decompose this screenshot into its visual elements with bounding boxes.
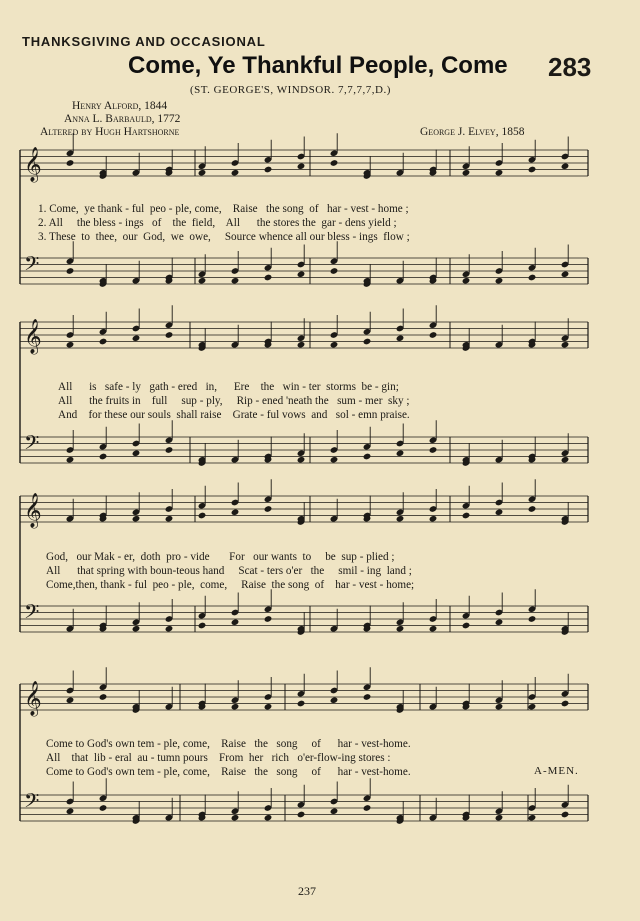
treble-clef-icon: 𝄞 xyxy=(24,493,42,528)
note-head xyxy=(165,331,174,339)
note-head xyxy=(66,159,75,167)
lyric-s2-v2: All the fruits in full sup - ply, Rip - ened 'neath the sum - mer sky ; xyxy=(58,395,410,407)
note-head xyxy=(99,804,108,812)
note-head xyxy=(297,162,306,170)
note-head xyxy=(330,267,339,275)
bass-clef-icon: 𝄢 xyxy=(24,252,40,280)
hymn-title: Come, Ye Thankful People, Come xyxy=(128,52,508,79)
note-head xyxy=(495,618,504,626)
note-head xyxy=(297,456,306,464)
treble-clef-icon: 𝄞 xyxy=(24,147,42,182)
lyric-s3-v2: All that spring with boun-teous hand Scat - ters o'er the smil - ing land ; xyxy=(46,565,412,577)
note-head xyxy=(330,696,339,704)
treble-clef-icon: 𝄞 xyxy=(24,319,42,354)
lyric-s4-v2: All that lib - eral au - tumn pours From her rich o'er-flow-ing stores : xyxy=(46,752,391,764)
note-head xyxy=(297,700,306,708)
note-head xyxy=(264,814,273,822)
note-head xyxy=(330,807,339,815)
note-head xyxy=(132,449,141,457)
note-head xyxy=(231,618,240,626)
hymn-number: 283 xyxy=(548,52,592,82)
note-head xyxy=(396,625,405,633)
note-head xyxy=(264,615,273,623)
note-head xyxy=(198,169,207,177)
note-head xyxy=(165,446,174,454)
note-head xyxy=(297,811,306,819)
note-head xyxy=(132,515,141,523)
note-head xyxy=(198,622,207,630)
author-credit-1: Henry Alford, 1844 xyxy=(72,100,168,112)
note-head xyxy=(330,456,339,464)
note-head xyxy=(462,512,471,520)
note-head xyxy=(462,277,471,285)
note-head xyxy=(99,338,108,346)
note-head xyxy=(462,622,471,630)
note-head xyxy=(231,169,240,177)
section-heading: THANKSGIVING AND OCCASIONAL xyxy=(22,34,266,49)
note-head xyxy=(495,508,504,516)
note-head xyxy=(528,274,537,282)
page-number: 237 xyxy=(298,884,316,898)
note-head xyxy=(264,703,273,711)
note-head xyxy=(66,456,75,464)
note-head xyxy=(528,166,537,174)
note-head xyxy=(396,334,405,342)
composer-credit: George J. Elvey, 1858 xyxy=(420,126,525,138)
note-head xyxy=(330,159,339,167)
lyric-s1-v2: 2. All the bless - ings of the field, All the stores the gar - dens yield ; xyxy=(38,217,397,229)
note-head xyxy=(231,703,240,711)
note-head xyxy=(561,456,570,464)
lyric-s4-v1: Come to God's own tem - ple, come, Raise the song of har - vest-home. xyxy=(46,738,411,750)
note-head xyxy=(528,505,537,513)
note-head xyxy=(165,515,174,523)
note-head xyxy=(264,166,273,174)
note-head xyxy=(561,162,570,170)
lyric-s4-v3: Come to God's own tem - ple, come, Raise the song of har - vest-home. xyxy=(46,766,411,778)
note-head xyxy=(429,331,438,339)
note-head xyxy=(132,625,141,633)
bass-clef-icon: 𝄢 xyxy=(24,600,40,628)
treble-clef-icon: 𝄞 xyxy=(24,681,42,716)
amen-label: A-MEN. xyxy=(534,765,579,777)
note-head xyxy=(528,814,537,822)
note-head xyxy=(429,515,438,523)
note-head xyxy=(231,814,240,822)
note-head xyxy=(363,693,372,701)
note-head xyxy=(297,341,306,349)
bass-clef-icon: 𝄢 xyxy=(24,431,40,459)
note-head xyxy=(495,703,504,711)
note-head xyxy=(528,615,537,623)
note-head xyxy=(264,274,273,282)
note-head xyxy=(66,267,75,275)
note-head xyxy=(132,334,141,342)
lyric-s3-v3: Come,then, thank - ful peo - ple, come, Raise the song of har - vest - home; xyxy=(46,579,415,591)
note-head xyxy=(165,625,174,633)
note-head xyxy=(198,277,207,285)
note-head xyxy=(363,338,372,346)
note-head xyxy=(231,508,240,516)
bass-clef-icon: 𝄢 xyxy=(24,789,40,817)
note-head xyxy=(429,446,438,454)
note-head xyxy=(561,341,570,349)
note-head xyxy=(495,277,504,285)
note-head xyxy=(66,341,75,349)
note-head xyxy=(363,453,372,461)
lyric-s2-v3: And for these our souls shall raise Grate - ful vows and sol - emn praise. xyxy=(58,409,410,421)
note-head xyxy=(330,341,339,349)
note-head xyxy=(495,169,504,177)
tune-name: (ST. GEORGE'S, WINDSOR. 7,7,7,7,D.) xyxy=(190,84,391,96)
note-head xyxy=(561,811,570,819)
note-head xyxy=(561,700,570,708)
note-head xyxy=(66,807,75,815)
note-head xyxy=(528,703,537,711)
lyric-s1-v1: 1. Come, ye thank - ful peo - ple, come, Raise the song of har - vest - home ; xyxy=(38,203,409,215)
lyric-s3-v1: God, our Mak - er, doth pro - vide For our wants to be sup - plied ; xyxy=(46,551,395,563)
note-head xyxy=(363,804,372,812)
note-head xyxy=(231,277,240,285)
note-head xyxy=(297,270,306,278)
note-head xyxy=(462,169,471,177)
note-head xyxy=(396,449,405,457)
note-head xyxy=(99,693,108,701)
note-head xyxy=(66,696,75,704)
lyric-s1-v3: 3. These to thee, our God, we owe, Source whence all our bless - ings flow ; xyxy=(38,231,410,243)
note-head xyxy=(429,625,438,633)
note-head xyxy=(495,814,504,822)
note-head xyxy=(561,270,570,278)
note-head xyxy=(99,453,108,461)
note-head xyxy=(396,515,405,523)
note-head xyxy=(264,505,273,513)
author-credit-2: Anna L. Barbauld, 1772 xyxy=(64,113,181,125)
alteration-credit: Altered by Hugh Hartshorne xyxy=(40,126,180,138)
note-head xyxy=(198,512,207,520)
lyric-s2-v1: All is safe - ly gath - ered in, Ere the win - ter storms be - gin; xyxy=(58,381,399,393)
